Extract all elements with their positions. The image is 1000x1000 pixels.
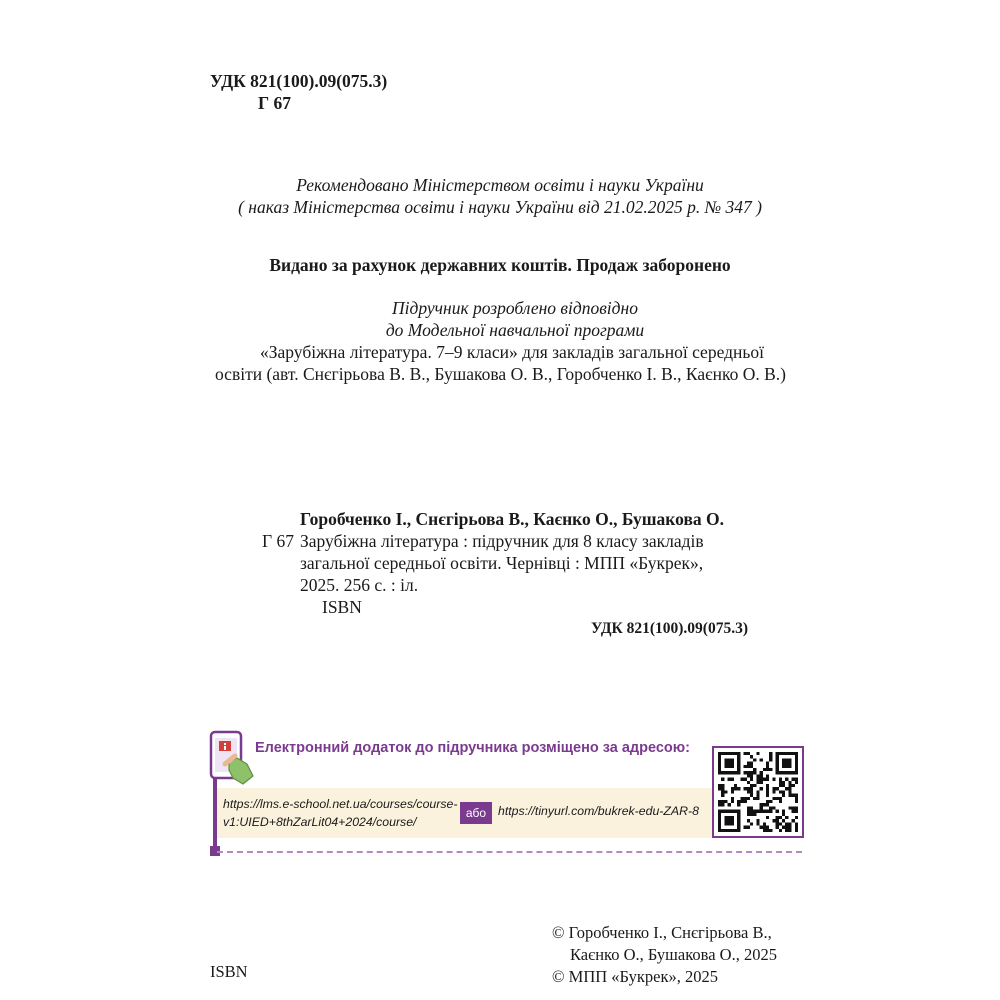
isbn-bottom: ISBN — [210, 962, 248, 981]
recommendation-line-2: ( наказ Міністерства освіти і науки України від 21.02.2025 р. № 347 ) — [238, 197, 762, 217]
qr-code-icon[interactable] — [712, 746, 804, 838]
program-notice — [215, 297, 815, 385]
biblio-desc-line-3: 2025. 256 с. : іл. — [300, 575, 419, 595]
copyright-block — [552, 922, 802, 988]
udk-header — [210, 70, 387, 114]
recommendation-line-1: Рекомендовано Міністерством освіти і науки України — [296, 175, 704, 195]
ministry-recommendation — [200, 174, 800, 218]
or-badge: або — [460, 802, 492, 824]
lms-link-line-1[interactable]: https://lms.e-school.net.ua/courses/course- — [223, 797, 458, 811]
copyright-line-2: Каєнко О., Бушакова О., 2025 — [570, 945, 777, 964]
biblio-isbn: ISBN — [322, 597, 362, 617]
program-line-3: «Зарубіжна література. 7–9 класи» для закладів загальної середньої — [260, 342, 764, 362]
lms-link-line-2[interactable]: v1:UIED+8thZarLit04+2024/course/ — [223, 815, 417, 829]
state-funds-notice: Видано за рахунок державних коштів. Продаж заборонено — [269, 255, 731, 275]
biblio-code: Г 67 — [262, 531, 294, 551]
lms-link[interactable] — [223, 795, 457, 831]
dashed-divider — [217, 851, 802, 853]
copyright-line-3: © МПП «Букрек», 2025 — [552, 967, 718, 986]
program-line-4: освіти (авт. Снєгірьова В. В., Бушакова О. В., Горобченко І. В., Каєнко О. В.) — [215, 364, 786, 384]
tinyurl-link[interactable]: https://tinyurl.com/bukrek-edu-ZAR-8 — [498, 804, 699, 818]
biblio-authors: Горобченко І., Снєгірьова В., Каєнко О., Бушакова О. — [300, 509, 725, 529]
program-line-1: Підручник розроблено відповідно — [392, 298, 638, 318]
udk-code: УДК 821(100).09(075.3) — [210, 71, 388, 91]
phone-hand-icon — [207, 728, 255, 791]
copyright-line-1: © Горобченко І., Снєгірьова В., — [552, 923, 772, 942]
biblio-desc-line-1: Зарубіжна література : підручник для 8 класу закладів — [300, 531, 704, 551]
biblio-description — [300, 530, 750, 596]
electronic-supplement-box — [205, 728, 810, 858]
program-line-2: до Модельної навчальної програми — [385, 320, 645, 340]
biblio-desc-line-2: загальної середньої освіти. Чернівці : МПП «Букрек», — [300, 553, 704, 573]
biblio-udk: УДК 821(100).09(075.3) — [591, 620, 748, 637]
links-band — [217, 788, 713, 838]
supplement-title: Електронний додаток до підручника розміщено за адресою: — [255, 740, 690, 756]
author-mark: Г 67 — [258, 93, 292, 113]
